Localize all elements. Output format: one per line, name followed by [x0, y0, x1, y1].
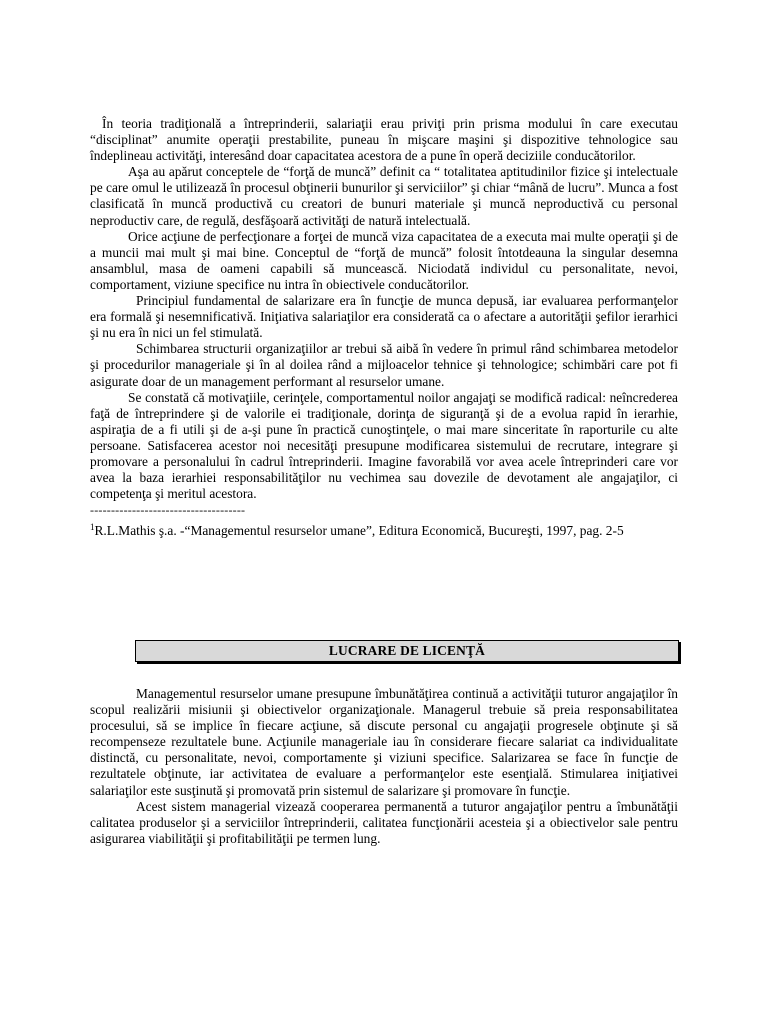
paragraph-managerial-system: Acest sistem managerial vizează cooperarea permanentă a tuturor angajaţilor pentru a îmbunătăţii calitatea produselor şi a serviciilor întreprinderii, calitatea funcţionării acesteia şi a obiectivelor sale pentru asigurarea viabilităţii şi profitabilităţii pe termen lung.	[90, 798, 678, 846]
page-bottom-section	[90, 686, 678, 847]
footnote-text: R.L.Mathis ş.a. -“Managementul resurselor umane”, Editura Economică, Bucureşti, 1997, pag. 2-5	[94, 523, 624, 539]
paragraph-workforce-concept: Aşa au apărut conceptele de “forţă de muncă” definit ca “ totalitatea aptitudinilor fizice şi intelectuale pe care omul le utilizează în procesul obţinerii bunurilor şi serviciilor” şi chiar “mână de lucru”. Munca a fost clasificată în muncă productivă cu creatori de bunuri materiale şi muncă neproductivă cu personal neproductiv care, de regulă, desfăşoară activităţi de natură intelectuală.	[90, 164, 678, 228]
footnote-number: 1	[90, 522, 95, 533]
paragraph-traditional-theory: În teoria tradiţională a întreprinderii, salariaţii erau priviţi prin prisma modului în care executau “disciplinat” anumite operaţii prestabilite, puneau în mişcare maşini şi dispozitive tehnologice sau îndeplineau activităţi, interesând doar capacitatea acestora de a pune în operă deciziile conducătorilor.	[90, 116, 678, 164]
section-header: LUCRARE DE LICENŢĂ	[135, 640, 679, 662]
paragraph-new-employees: Se constată că motivaţiile, cerinţele, comportamentul noilor angajaţi se modifică radical: neîncrederea faţă de întreprindere şi de valorile ei tradiţionale, dorinţa de siguranţă şi de a evolua rapid în ierarhie, aspiraţia de a fi utili şi de a-şi pune în practică cunoştinţele, o mai mare sinceritate în raporturile cu alte persoane. Satisfacerea acestor noi necesităţi presupune modificarea sistemului de recrutare, integrare şi promovare a personalului în cadrul întreprinderii. Imagine favorabilă vor avea acele întreprinderi care vor avea la baza ierarhiei responsabilităţilor nu vechimea sau dovezile de devotament ale angajaţilor, ci competenţa şi meritul acestora.	[90, 389, 678, 502]
footnote	[90, 522, 678, 539]
paragraph-salary-principle: Principiul fundamental de salarizare era în funcţie de munca depusă, iar evaluarea performanţelor era formală şi nesemnificativă. Iniţiativa salariaţilor era considerată ca o afectare a autorităţii şefilor ierarhici şi nu era în nici un fel stimulată.	[90, 293, 678, 341]
footnote-separator: -------------------------------------	[90, 503, 246, 518]
paragraph-workforce-improvement: Orice acţiune de perfecţionare a forţei de muncă viza capacitatea de a executa mai multe operaţii şi de a muncii mai mult şi mai bine. Conceptul de “forţă de muncă” folosit întotdeauna la singular desemna ansamblul, masa de oameni capabili să muncească. Niciodată individul cu personalitate, nevoi, comportament, viziune specifice nu intra în obiectivele conducătorilor.	[90, 228, 678, 292]
page-top-section	[90, 116, 678, 539]
paragraph-hrm-improvement: Managementul resurselor umane presupune îmbunătăţirea continuă a activităţii tuturor angajaţilor în scopul realizării misiunii şi obiectivelor organizaţionale. Managerul trebuie să preia responsabilitatea procesului, să se implice în fiecare acţiune, să discute personal cu angajaţii progresele obţinute şi să recompenseze rezultatele bune. Acţiunile manageriale iau în considerare fiecare salariat ca individualitate distinctă, cu personalitate, nevoi, comportamente şi viziuni specifice. Salarizarea se face în funcţie de rezultatele obţinute, iar activitatea de evaluare a performanţelor este esenţială. Stimularea iniţiativei salariaţilor este susţinută şi promovată prin sistemul de salarizare şi promovare în funcţie.	[90, 686, 678, 798]
paragraph-structure-change: Schimbarea structurii organizaţiilor ar trebui să aibă în vedere în primul rând schimbarea metodelor şi procedurilor manageriale şi în al doilea rând a mijloacelor tehnice şi tehnologice; schimbări care pot fi asigurate doar de un management performant al resurselor umane.	[90, 341, 678, 389]
